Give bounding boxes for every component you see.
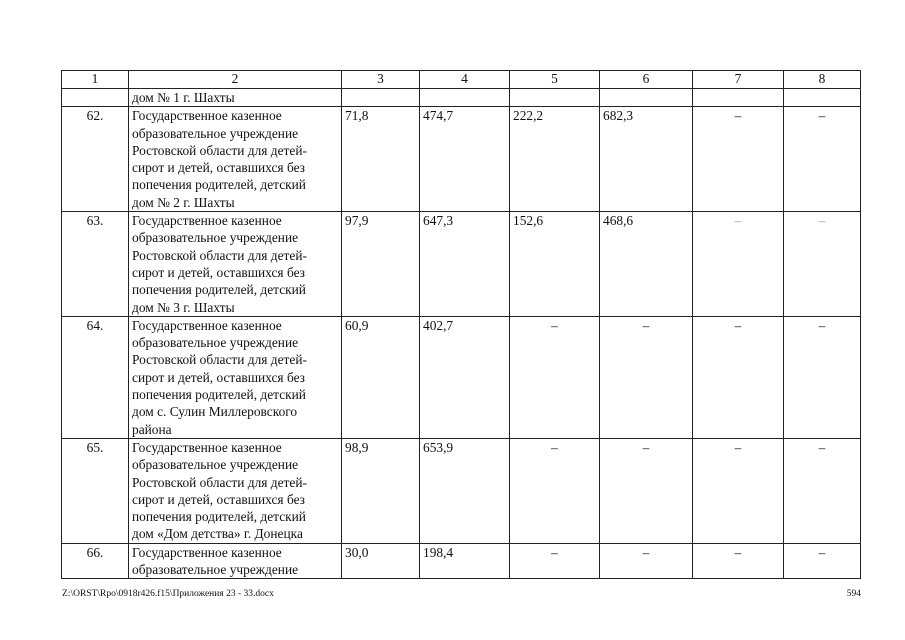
name-line: сирот и детей, оставшихся без: [132, 264, 305, 280]
value-col-6: –: [600, 543, 693, 579]
value-col-5: –: [510, 438, 600, 543]
name-line: Ростовской области для детей-: [132, 247, 307, 263]
name-line: сирот и детей, оставшихся без: [132, 160, 305, 176]
value-col-8: –: [784, 543, 861, 579]
value-col-7: –: [693, 212, 784, 317]
continuation-text: дом № 1 г. Шахты: [129, 89, 342, 107]
institution-name: [129, 438, 342, 543]
value-col-4: 653,9: [420, 438, 510, 543]
name-line: образовательное учреждение: [132, 457, 299, 473]
value-col-4: 402,7: [420, 316, 510, 438]
value-col-4: 198,4: [420, 543, 510, 579]
table-row: [62, 212, 861, 317]
value-col-3: 71,8: [342, 107, 420, 212]
name-line: Государственное казенное: [132, 317, 282, 333]
value-col-5: –: [510, 543, 600, 579]
table-row: [62, 316, 861, 438]
col-header-6: 6: [600, 71, 693, 89]
col-header-4: 4: [420, 71, 510, 89]
name-line: района: [132, 421, 172, 437]
value-col-3: 60,9: [342, 316, 420, 438]
name-line: Государственное казенное: [132, 108, 282, 124]
name-line: образовательное учреждение: [132, 125, 299, 141]
table-row: [62, 543, 861, 579]
value-col-6: 682,3: [600, 107, 693, 212]
name-line: сирот и детей, оставшихся без: [132, 491, 305, 507]
institution-name: [129, 316, 342, 438]
col-header-5: 5: [510, 71, 600, 89]
footer-file-path: Z:\ORST\Rpo\0918r426.f15\Приложения 23 - 33.docx: [62, 589, 274, 599]
col-header-8: 8: [784, 71, 861, 89]
row-number: 65.: [62, 438, 129, 543]
value-col-5: –: [510, 316, 600, 438]
name-line: дом «Дом детства» г. Донецка: [132, 526, 303, 542]
name-line: дом с. Сулин Миллеровского: [132, 404, 298, 420]
value-col-6: –: [600, 438, 693, 543]
value-col-4: 474,7: [420, 107, 510, 212]
header-row: [62, 71, 861, 89]
name-line: Государственное казенное: [132, 544, 282, 560]
continuation-row: [62, 89, 861, 107]
name-line: образовательное учреждение: [132, 230, 299, 246]
name-line: попечения родителей, детский: [132, 282, 306, 298]
name-line: Ростовской области для детей-: [132, 352, 307, 368]
value-col-3: 30,0: [342, 543, 420, 579]
name-line: попечения родителей, детский: [132, 509, 306, 525]
name-line: попечения родителей, детский: [132, 387, 306, 403]
col-header-1: 1: [62, 71, 129, 89]
col-header-3: 3: [342, 71, 420, 89]
name-line: дом № 2 г. Шахты: [132, 194, 235, 210]
value-col-3: 98,9: [342, 438, 420, 543]
name-line: дом № 3 г. Шахты: [132, 299, 235, 315]
value-col-8: –: [784, 107, 861, 212]
name-line: образовательное учреждение: [132, 562, 299, 578]
value-col-8: –: [784, 316, 861, 438]
value-col-8: –: [784, 438, 861, 543]
value-col-7: –: [693, 107, 784, 212]
name-line: образовательное учреждение: [132, 335, 299, 351]
value-col-7: –: [693, 438, 784, 543]
table-row: [62, 438, 861, 543]
row-number: 63.: [62, 212, 129, 317]
institution-name: [129, 107, 342, 212]
name-line: Ростовской области для детей-: [132, 474, 307, 490]
appendix-table: [61, 70, 861, 579]
value-col-6: –: [600, 316, 693, 438]
table-row: [62, 107, 861, 212]
name-line: Ростовской области для детей-: [132, 142, 307, 158]
value-col-3: 97,9: [342, 212, 420, 317]
col-header-2: 2: [129, 71, 342, 89]
value-col-7: –: [693, 543, 784, 579]
name-line: Государственное казенное: [132, 439, 282, 455]
value-col-5: 222,2: [510, 107, 600, 212]
row-number: 62.: [62, 107, 129, 212]
row-number: 64.: [62, 316, 129, 438]
name-line: Государственное казенное: [132, 213, 282, 229]
name-line: сирот и детей, оставшихся без: [132, 369, 305, 385]
col-header-7: 7: [693, 71, 784, 89]
institution-name: [129, 543, 342, 579]
value-col-4: 647,3: [420, 212, 510, 317]
page-number: 594: [846, 589, 861, 599]
name-line: попечения родителей, детский: [132, 177, 306, 193]
value-col-5: 152,6: [510, 212, 600, 317]
value-col-7: –: [693, 316, 784, 438]
value-col-6: 468,6: [600, 212, 693, 317]
institution-name: [129, 212, 342, 317]
value-col-8: –: [784, 212, 861, 317]
row-number: 66.: [62, 543, 129, 579]
